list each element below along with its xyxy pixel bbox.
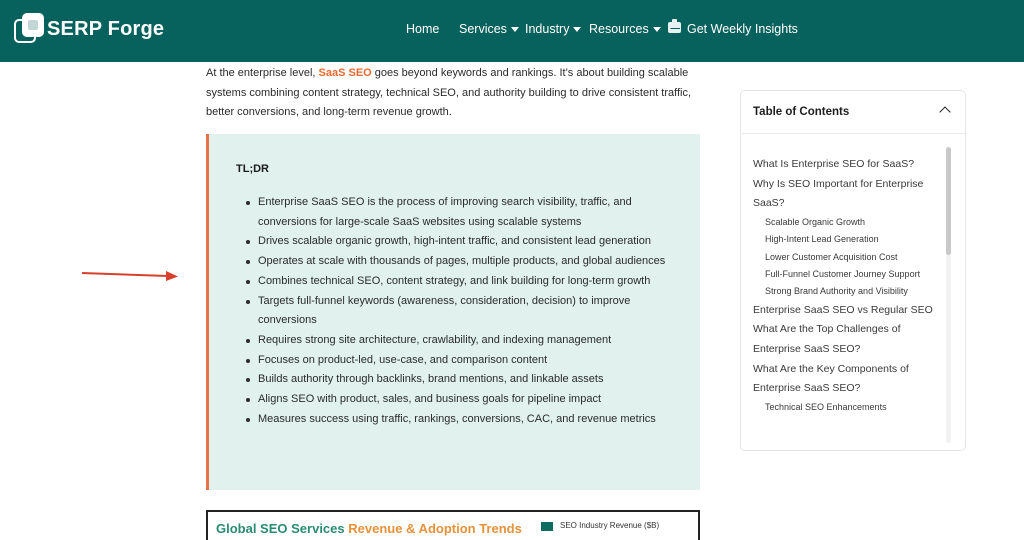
toc-body (741, 135, 965, 441)
nav-services[interactable] (459, 22, 519, 36)
saas-seo-link[interactable]: SaaS SEO (318, 67, 372, 79)
chart-title-part2: Revenue & Adoption Trends (348, 521, 522, 536)
toc-item[interactable]: Why Is SEO Important for Enterprise SaaS? (753, 177, 924, 210)
toc-subitem[interactable]: Technical SEO Enhancements (765, 401, 887, 412)
tldr-item: Operates at scale with thousands of pages, multiple products, and global audiences (242, 252, 672, 272)
toc-scrollbar-thumb[interactable] (946, 147, 951, 255)
nav-industry-label: Industry (525, 22, 570, 36)
toc-list (753, 155, 938, 416)
toc-item[interactable]: What Are the Top Challenges of Enterprise SaaS SEO? (753, 323, 901, 355)
toc-subitem[interactable]: Lower Customer Acquisition Cost (765, 251, 898, 262)
tldr-list (242, 193, 672, 429)
tldr-item: Combines technical SEO, content strategy, and link building for long-term growth (242, 272, 672, 292)
red-arrow-icon (80, 268, 180, 282)
intro-text-before: At the enterprise level, (206, 67, 319, 79)
tldr-item: Focuses on product-led, use-case, and comparison content (242, 351, 672, 371)
nav-resources[interactable] (589, 22, 661, 36)
chart-title-part1: Global SEO Services (216, 521, 349, 536)
toc-title: Table of Contents (753, 106, 850, 118)
tldr-item: Aligns SEO with product, sales, and business goals for pipeline impact (242, 390, 672, 410)
nav-services-label: Services (459, 22, 507, 36)
chevron-down-icon (653, 27, 661, 32)
nav-get-weekly-insights[interactable] (687, 22, 798, 36)
tldr-item: Drives scalable organic growth, high-intent traffic, and consistent lead generation (242, 232, 672, 252)
intro-paragraph (206, 64, 706, 123)
toc-subitem[interactable]: Strong Brand Authority and Visibility (765, 286, 908, 297)
toc-item[interactable]: What Are the Key Components of Enterprise SaaS SEO? (753, 362, 909, 395)
chevron-up-icon[interactable] (939, 106, 950, 117)
nav-home-label: Home (406, 22, 440, 36)
nav-resources-label: Resources (589, 22, 649, 36)
toc-item[interactable]: Enterprise SaaS SEO vs Regular SEO (753, 303, 933, 316)
nav-industry[interactable] (525, 22, 581, 36)
tldr-item: Targets full-funnel keywords (awareness, consideration, decision) to improve conversions (242, 292, 672, 331)
chevron-down-icon (511, 27, 519, 32)
tldr-box (206, 134, 700, 490)
tldr-title: TL;DR (236, 163, 269, 175)
serp-forge-logo-icon[interactable] (14, 13, 46, 45)
tldr-item: Enterprise SaaS SEO is the process of improving search visibility, traffic, and conversions for large-scale SaaS websites using scalable systems (242, 193, 672, 232)
logo-solid-square (22, 13, 44, 37)
toc-header[interactable] (741, 91, 965, 134)
site-header (0, 0, 1024, 62)
tldr-item: Measures success using traffic, rankings, conversions, CAC, and revenue metrics (242, 410, 672, 430)
legend-label: SEO Industry Revenue ($B) (560, 521, 660, 530)
table-of-contents (740, 90, 966, 451)
chart-title (216, 521, 522, 536)
toc-subitem[interactable]: Scalable Organic Growth (765, 216, 866, 227)
chevron-down-icon (573, 27, 581, 32)
tldr-item: Requires strong site architecture, crawlability, and indexing management (242, 331, 672, 351)
chart-preview (206, 510, 700, 540)
brand-name[interactable]: SERP Forge (47, 18, 165, 40)
toc-subitem[interactable]: High-Intent Lead Generation (765, 234, 879, 245)
mail-icon[interactable] (668, 22, 681, 33)
tldr-item: Builds authority through backlinks, brand mentions, and linkable assets (242, 370, 672, 390)
intro-text-after: goes beyond keywords and rankings. It’s about building scalable systems combining content strategy, technical SEO, and authority building to drive consistent traffic, better conversions, and long-term revenue growth. (206, 67, 692, 118)
nav-home[interactable] (406, 22, 439, 36)
toc-item[interactable]: What Is Enterprise SEO for SaaS? (753, 158, 915, 170)
nav-insights-label: Get Weekly Insights (687, 22, 798, 36)
legend-swatch (541, 522, 553, 531)
toc-subitem[interactable]: Full-Funnel Customer Journey Support (765, 269, 921, 279)
